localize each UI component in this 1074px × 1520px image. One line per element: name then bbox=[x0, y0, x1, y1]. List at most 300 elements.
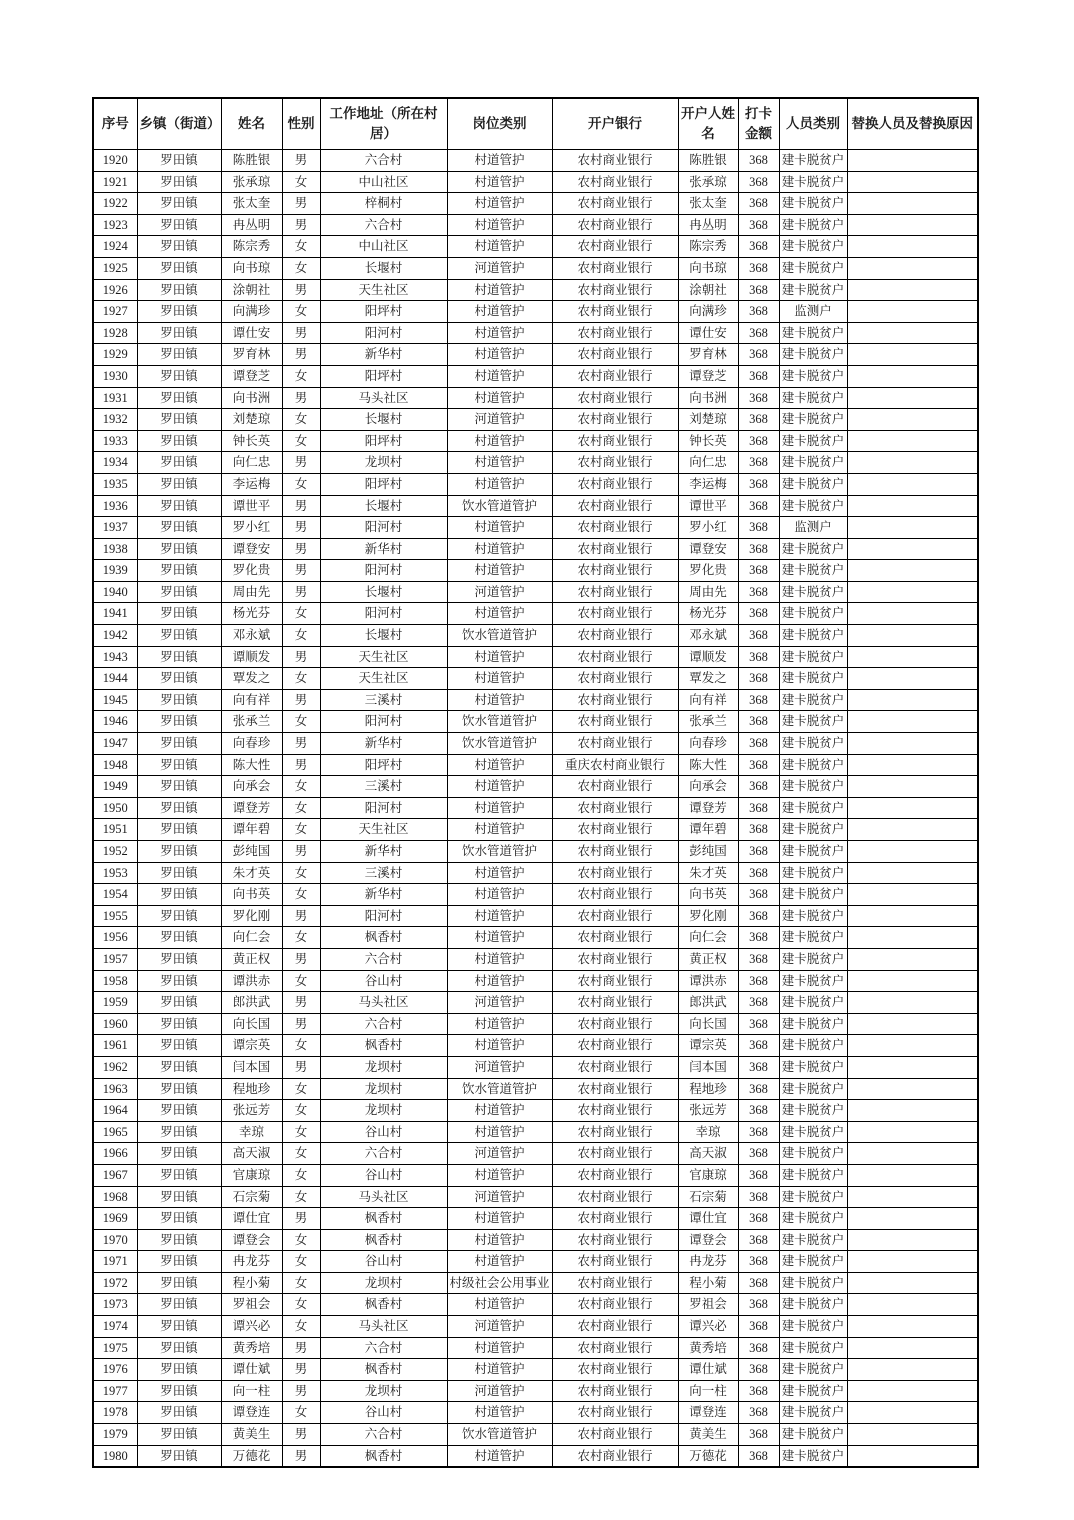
cell-bank: 农村商业银行 bbox=[552, 1294, 678, 1316]
cell-replacement bbox=[847, 776, 978, 798]
cell-name: 向承会 bbox=[221, 776, 282, 798]
cell-post-type: 村道管护 bbox=[447, 301, 552, 323]
cell-village: 龙坝村 bbox=[320, 1380, 447, 1402]
cell-bank: 农村商业银行 bbox=[552, 819, 678, 841]
cell-village: 枫香村 bbox=[320, 1035, 447, 1057]
cell-account-name: 钟长英 bbox=[678, 430, 738, 452]
table-row bbox=[93, 1251, 978, 1273]
cell-account-name: 谭仕安 bbox=[678, 322, 738, 344]
cell-person-category: 建卡脱贫户 bbox=[779, 495, 847, 517]
cell-person-category: 建卡脱贫户 bbox=[779, 1359, 847, 1381]
col-header-name: 姓名 bbox=[221, 98, 282, 150]
cell-person-category: 建卡脱贫户 bbox=[779, 1294, 847, 1316]
cell-amount: 368 bbox=[738, 365, 779, 387]
cell-gender: 男 bbox=[282, 1337, 320, 1359]
cell-gender: 女 bbox=[282, 1143, 320, 1165]
cell-person-category: 建卡脱贫户 bbox=[779, 1013, 847, 1035]
cell-village: 六合村 bbox=[320, 150, 447, 172]
cell-village: 新华村 bbox=[320, 344, 447, 366]
cell-person-category: 建卡脱贫户 bbox=[779, 430, 847, 452]
cell-township: 罗田镇 bbox=[137, 1143, 221, 1165]
cell-person-category: 建卡脱贫户 bbox=[779, 1121, 847, 1143]
cell-gender: 女 bbox=[282, 1316, 320, 1338]
cell-account-name: 高天淑 bbox=[678, 1143, 738, 1165]
cell-bank: 农村商业银行 bbox=[552, 689, 678, 711]
cell-person-category: 建卡脱贫户 bbox=[779, 603, 847, 625]
cell-bank: 农村商业银行 bbox=[552, 214, 678, 236]
cell-account-name: 谭登芝 bbox=[678, 365, 738, 387]
cell-bank: 农村商业银行 bbox=[552, 776, 678, 798]
cell-person-category: 建卡脱贫户 bbox=[779, 171, 847, 193]
cell-replacement bbox=[847, 1056, 978, 1078]
cell-name: 张太奎 bbox=[221, 193, 282, 215]
cell-seq: 1924 bbox=[93, 236, 137, 258]
cell-township: 罗田镇 bbox=[137, 560, 221, 582]
cell-township: 罗田镇 bbox=[137, 171, 221, 193]
cell-village: 谷山村 bbox=[320, 1251, 447, 1273]
cell-seq: 1949 bbox=[93, 776, 137, 798]
cell-name: 罗小红 bbox=[221, 517, 282, 539]
cell-name: 涂朝社 bbox=[221, 279, 282, 301]
cell-township: 罗田镇 bbox=[137, 1445, 221, 1467]
cell-post-type: 村道管护 bbox=[447, 1251, 552, 1273]
cell-replacement bbox=[847, 1121, 978, 1143]
cell-amount: 368 bbox=[738, 1445, 779, 1467]
cell-replacement bbox=[847, 1035, 978, 1057]
table-row bbox=[93, 581, 978, 603]
cell-person-category: 建卡脱贫户 bbox=[779, 754, 847, 776]
cell-bank: 农村商业银行 bbox=[552, 927, 678, 949]
cell-amount: 368 bbox=[738, 862, 779, 884]
cell-replacement bbox=[847, 733, 978, 755]
cell-bank: 农村商业银行 bbox=[552, 279, 678, 301]
cell-village: 龙坝村 bbox=[320, 1078, 447, 1100]
cell-amount: 368 bbox=[738, 776, 779, 798]
cell-township: 罗田镇 bbox=[137, 193, 221, 215]
cell-amount: 368 bbox=[738, 1359, 779, 1381]
cell-replacement bbox=[847, 625, 978, 647]
cell-village: 谷山村 bbox=[320, 1402, 447, 1424]
cell-post-type: 村道管护 bbox=[447, 1035, 552, 1057]
cell-seq: 1950 bbox=[93, 797, 137, 819]
cell-bank: 农村商业银行 bbox=[552, 1402, 678, 1424]
cell-township: 罗田镇 bbox=[137, 1164, 221, 1186]
cell-person-category: 建卡脱贫户 bbox=[779, 1402, 847, 1424]
cell-person-category: 建卡脱贫户 bbox=[779, 992, 847, 1014]
cell-bank: 农村商业银行 bbox=[552, 603, 678, 625]
cell-village: 枫香村 bbox=[320, 1229, 447, 1251]
cell-person-category: 建卡脱贫户 bbox=[779, 322, 847, 344]
cell-post-type: 村级社会公用事业 bbox=[447, 1272, 552, 1294]
cell-replacement bbox=[847, 862, 978, 884]
cell-seq: 1938 bbox=[93, 538, 137, 560]
col-header-account-name: 开户人姓名 bbox=[678, 98, 738, 150]
cell-post-type: 河道管护 bbox=[447, 409, 552, 431]
cell-gender: 女 bbox=[282, 473, 320, 495]
cell-post-type: 村道管护 bbox=[447, 1402, 552, 1424]
cell-bank: 农村商业银行 bbox=[552, 1424, 678, 1446]
cell-replacement bbox=[847, 927, 978, 949]
cell-amount: 368 bbox=[738, 711, 779, 733]
cell-person-category: 建卡脱贫户 bbox=[779, 797, 847, 819]
cell-post-type: 村道管护 bbox=[447, 1359, 552, 1381]
cell-gender: 女 bbox=[282, 1186, 320, 1208]
cell-township: 罗田镇 bbox=[137, 517, 221, 539]
cell-amount: 368 bbox=[738, 733, 779, 755]
header-row bbox=[93, 98, 978, 150]
cell-name: 陈大性 bbox=[221, 754, 282, 776]
cell-name: 向书琼 bbox=[221, 257, 282, 279]
cell-gender: 男 bbox=[282, 387, 320, 409]
cell-person-category: 建卡脱贫户 bbox=[779, 1208, 847, 1230]
cell-name: 张承琼 bbox=[221, 171, 282, 193]
cell-account-name: 向一柱 bbox=[678, 1380, 738, 1402]
cell-bank: 农村商业银行 bbox=[552, 1100, 678, 1122]
cell-gender: 男 bbox=[282, 948, 320, 970]
cell-township: 罗田镇 bbox=[137, 1251, 221, 1273]
cell-gender: 男 bbox=[282, 1445, 320, 1467]
cell-amount: 368 bbox=[738, 927, 779, 949]
table-row bbox=[93, 1402, 978, 1424]
table-row bbox=[93, 841, 978, 863]
cell-name: 陈胜银 bbox=[221, 150, 282, 172]
cell-post-type: 村道管护 bbox=[447, 150, 552, 172]
cell-village: 阳河村 bbox=[320, 711, 447, 733]
table-row bbox=[93, 1121, 978, 1143]
cell-seq: 1969 bbox=[93, 1208, 137, 1230]
cell-post-type: 村道管护 bbox=[447, 603, 552, 625]
table-row bbox=[93, 711, 978, 733]
cell-bank: 农村商业银行 bbox=[552, 733, 678, 755]
cell-name: 冉丛明 bbox=[221, 214, 282, 236]
cell-replacement bbox=[847, 1208, 978, 1230]
cell-bank: 农村商业银行 bbox=[552, 948, 678, 970]
cell-seq: 1976 bbox=[93, 1359, 137, 1381]
cell-amount: 368 bbox=[738, 668, 779, 690]
table-row bbox=[93, 1186, 978, 1208]
cell-name: 谭年碧 bbox=[221, 819, 282, 841]
cell-village: 枫香村 bbox=[320, 927, 447, 949]
cell-township: 罗田镇 bbox=[137, 711, 221, 733]
cell-amount: 368 bbox=[738, 1402, 779, 1424]
table-row bbox=[93, 797, 978, 819]
cell-bank: 农村商业银行 bbox=[552, 625, 678, 647]
cell-account-name: 向仁忠 bbox=[678, 452, 738, 474]
cell-name: 谭仕斌 bbox=[221, 1359, 282, 1381]
cell-person-category: 建卡脱贫户 bbox=[779, 819, 847, 841]
cell-account-name: 谭世平 bbox=[678, 495, 738, 517]
cell-replacement bbox=[847, 1294, 978, 1316]
cell-amount: 368 bbox=[738, 150, 779, 172]
cell-township: 罗田镇 bbox=[137, 1013, 221, 1035]
cell-replacement bbox=[847, 1272, 978, 1294]
cell-amount: 368 bbox=[738, 344, 779, 366]
cell-name: 刘楚琼 bbox=[221, 409, 282, 431]
cell-post-type: 河道管护 bbox=[447, 1316, 552, 1338]
table-row bbox=[93, 1424, 978, 1446]
cell-name: 闫本国 bbox=[221, 1056, 282, 1078]
cell-village: 六合村 bbox=[320, 1337, 447, 1359]
cell-post-type: 村道管护 bbox=[447, 473, 552, 495]
cell-gender: 男 bbox=[282, 1424, 320, 1446]
cell-gender: 女 bbox=[282, 603, 320, 625]
cell-replacement bbox=[847, 495, 978, 517]
cell-township: 罗田镇 bbox=[137, 927, 221, 949]
table-row bbox=[93, 452, 978, 474]
cell-bank: 农村商业银行 bbox=[552, 365, 678, 387]
cell-seq: 1948 bbox=[93, 754, 137, 776]
cell-replacement bbox=[847, 214, 978, 236]
cell-seq: 1939 bbox=[93, 560, 137, 582]
cell-seq: 1970 bbox=[93, 1229, 137, 1251]
cell-village: 天生社区 bbox=[320, 819, 447, 841]
cell-post-type: 河道管护 bbox=[447, 1186, 552, 1208]
cell-account-name: 黄秀培 bbox=[678, 1337, 738, 1359]
cell-amount: 368 bbox=[738, 214, 779, 236]
cell-village: 长堰村 bbox=[320, 495, 447, 517]
cell-township: 罗田镇 bbox=[137, 1035, 221, 1057]
cell-account-name: 谭仕宜 bbox=[678, 1208, 738, 1230]
cell-village: 长堰村 bbox=[320, 625, 447, 647]
cell-account-name: 万德花 bbox=[678, 1445, 738, 1467]
cell-amount: 368 bbox=[738, 1056, 779, 1078]
cell-bank: 重庆农村商业银行 bbox=[552, 754, 678, 776]
cell-township: 罗田镇 bbox=[137, 236, 221, 258]
cell-amount: 368 bbox=[738, 1380, 779, 1402]
cell-seq: 1979 bbox=[93, 1424, 137, 1446]
cell-township: 罗田镇 bbox=[137, 905, 221, 927]
cell-person-category: 建卡脱贫户 bbox=[779, 646, 847, 668]
cell-person-category: 建卡脱贫户 bbox=[779, 1078, 847, 1100]
cell-gender: 男 bbox=[282, 581, 320, 603]
table-row bbox=[93, 884, 978, 906]
cell-village: 阳河村 bbox=[320, 322, 447, 344]
cell-post-type: 村道管护 bbox=[447, 797, 552, 819]
cell-gender: 女 bbox=[282, 301, 320, 323]
cell-seq: 1953 bbox=[93, 862, 137, 884]
cell-account-name: 黄正权 bbox=[678, 948, 738, 970]
table-row bbox=[93, 1208, 978, 1230]
col-header-seq: 序号 bbox=[93, 98, 137, 150]
cell-gender: 女 bbox=[282, 927, 320, 949]
cell-township: 罗田镇 bbox=[137, 452, 221, 474]
cell-name: 冉龙芬 bbox=[221, 1251, 282, 1273]
cell-account-name: 谭宗英 bbox=[678, 1035, 738, 1057]
cell-village: 三溪村 bbox=[320, 689, 447, 711]
cell-name: 谭登安 bbox=[221, 538, 282, 560]
cell-gender: 女 bbox=[282, 711, 320, 733]
cell-bank: 农村商业银行 bbox=[552, 517, 678, 539]
cell-village: 中山社区 bbox=[320, 171, 447, 193]
table-header bbox=[93, 98, 978, 150]
cell-seq: 1945 bbox=[93, 689, 137, 711]
cell-account-name: 彭纯国 bbox=[678, 841, 738, 863]
cell-replacement bbox=[847, 970, 978, 992]
cell-bank: 农村商业银行 bbox=[552, 301, 678, 323]
cell-name: 谭登连 bbox=[221, 1402, 282, 1424]
cell-gender: 女 bbox=[282, 970, 320, 992]
cell-bank: 农村商业银行 bbox=[552, 473, 678, 495]
cell-name: 官康琼 bbox=[221, 1164, 282, 1186]
table-row bbox=[93, 927, 978, 949]
cell-person-category: 建卡脱贫户 bbox=[779, 1186, 847, 1208]
cell-post-type: 村道管护 bbox=[447, 819, 552, 841]
cell-township: 罗田镇 bbox=[137, 301, 221, 323]
cell-bank: 农村商业银行 bbox=[552, 1229, 678, 1251]
table-row bbox=[93, 1013, 978, 1035]
cell-seq: 1936 bbox=[93, 495, 137, 517]
cell-replacement bbox=[847, 279, 978, 301]
cell-post-type: 村道管护 bbox=[447, 1121, 552, 1143]
cell-replacement bbox=[847, 948, 978, 970]
cell-seq: 1975 bbox=[93, 1337, 137, 1359]
cell-township: 罗田镇 bbox=[137, 1208, 221, 1230]
cell-township: 罗田镇 bbox=[137, 733, 221, 755]
table-row bbox=[93, 1272, 978, 1294]
cell-village: 枫香村 bbox=[320, 1359, 447, 1381]
cell-person-category: 建卡脱贫户 bbox=[779, 473, 847, 495]
cell-account-name: 冉丛明 bbox=[678, 214, 738, 236]
cell-account-name: 向承会 bbox=[678, 776, 738, 798]
cell-gender: 女 bbox=[282, 1164, 320, 1186]
cell-name: 邓永斌 bbox=[221, 625, 282, 647]
cell-township: 罗田镇 bbox=[137, 1186, 221, 1208]
cell-village: 新华村 bbox=[320, 841, 447, 863]
cell-village: 天生社区 bbox=[320, 279, 447, 301]
cell-seq: 1947 bbox=[93, 733, 137, 755]
cell-amount: 368 bbox=[738, 1186, 779, 1208]
cell-amount: 368 bbox=[738, 1100, 779, 1122]
cell-post-type: 村道管护 bbox=[447, 884, 552, 906]
cell-township: 罗田镇 bbox=[137, 1229, 221, 1251]
cell-post-type: 村道管护 bbox=[447, 668, 552, 690]
cell-seq: 1943 bbox=[93, 646, 137, 668]
cell-village: 六合村 bbox=[320, 1143, 447, 1165]
cell-post-type: 河道管护 bbox=[447, 992, 552, 1014]
cell-person-category: 建卡脱贫户 bbox=[779, 948, 847, 970]
cell-account-name: 罗小红 bbox=[678, 517, 738, 539]
cell-seq: 1933 bbox=[93, 430, 137, 452]
cell-township: 罗田镇 bbox=[137, 1100, 221, 1122]
table-row bbox=[93, 560, 978, 582]
cell-name: 谭兴必 bbox=[221, 1316, 282, 1338]
cell-post-type: 村道管护 bbox=[447, 430, 552, 452]
cell-post-type: 河道管护 bbox=[447, 581, 552, 603]
cell-replacement bbox=[847, 1078, 978, 1100]
cell-bank: 农村商业银行 bbox=[552, 560, 678, 582]
cell-township: 罗田镇 bbox=[137, 322, 221, 344]
cell-gender: 女 bbox=[282, 1229, 320, 1251]
table-row bbox=[93, 625, 978, 647]
cell-name: 罗祖会 bbox=[221, 1294, 282, 1316]
cell-name: 黄美生 bbox=[221, 1424, 282, 1446]
cell-amount: 368 bbox=[738, 970, 779, 992]
cell-amount: 368 bbox=[738, 948, 779, 970]
cell-post-type: 村道管护 bbox=[447, 689, 552, 711]
cell-amount: 368 bbox=[738, 754, 779, 776]
cell-post-type: 饮水管道管护 bbox=[447, 733, 552, 755]
table-row bbox=[93, 754, 978, 776]
cell-amount: 368 bbox=[738, 538, 779, 560]
cell-village: 龙坝村 bbox=[320, 1100, 447, 1122]
cell-seq: 1972 bbox=[93, 1272, 137, 1294]
cell-village: 龙坝村 bbox=[320, 1272, 447, 1294]
cell-replacement bbox=[847, 1164, 978, 1186]
col-header-person-category: 人员类别 bbox=[779, 98, 847, 150]
col-header-bank: 开户银行 bbox=[552, 98, 678, 150]
cell-bank: 农村商业银行 bbox=[552, 1013, 678, 1035]
cell-amount: 368 bbox=[738, 992, 779, 1014]
cell-village: 谷山村 bbox=[320, 1164, 447, 1186]
cell-bank: 农村商业银行 bbox=[552, 1121, 678, 1143]
cell-account-name: 向春珍 bbox=[678, 733, 738, 755]
cell-gender: 男 bbox=[282, 992, 320, 1014]
cell-seq: 1929 bbox=[93, 344, 137, 366]
cell-amount: 368 bbox=[738, 1272, 779, 1294]
cell-gender: 女 bbox=[282, 862, 320, 884]
cell-account-name: 向书琼 bbox=[678, 257, 738, 279]
cell-post-type: 河道管护 bbox=[447, 1143, 552, 1165]
cell-name: 向春珍 bbox=[221, 733, 282, 755]
cell-post-type: 村道管护 bbox=[447, 236, 552, 258]
cell-village: 马头社区 bbox=[320, 387, 447, 409]
cell-name: 罗化刚 bbox=[221, 905, 282, 927]
cell-township: 罗田镇 bbox=[137, 603, 221, 625]
cell-township: 罗田镇 bbox=[137, 1121, 221, 1143]
cell-post-type: 村道管护 bbox=[447, 560, 552, 582]
table-row bbox=[93, 495, 978, 517]
cell-township: 罗田镇 bbox=[137, 1402, 221, 1424]
cell-amount: 368 bbox=[738, 236, 779, 258]
table-row bbox=[93, 1164, 978, 1186]
cell-replacement bbox=[847, 452, 978, 474]
cell-amount: 368 bbox=[738, 495, 779, 517]
cell-person-category: 建卡脱贫户 bbox=[779, 1229, 847, 1251]
cell-gender: 女 bbox=[282, 625, 320, 647]
cell-replacement bbox=[847, 668, 978, 690]
cell-seq: 1946 bbox=[93, 711, 137, 733]
cell-bank: 农村商业银行 bbox=[552, 1337, 678, 1359]
cell-name: 谭世平 bbox=[221, 495, 282, 517]
table-row bbox=[93, 236, 978, 258]
cell-post-type: 村道管护 bbox=[447, 862, 552, 884]
cell-village: 马头社区 bbox=[320, 1186, 447, 1208]
cell-post-type: 村道管护 bbox=[447, 387, 552, 409]
cell-person-category: 建卡脱贫户 bbox=[779, 970, 847, 992]
cell-post-type: 村道管护 bbox=[447, 1294, 552, 1316]
cell-replacement bbox=[847, 905, 978, 927]
cell-village: 阳河村 bbox=[320, 797, 447, 819]
cell-bank: 农村商业银行 bbox=[552, 1143, 678, 1165]
cell-gender: 男 bbox=[282, 1380, 320, 1402]
cell-replacement bbox=[847, 646, 978, 668]
cell-bank: 农村商业银行 bbox=[552, 322, 678, 344]
cell-person-category: 建卡脱贫户 bbox=[779, 236, 847, 258]
cell-village: 阳坪村 bbox=[320, 365, 447, 387]
cell-post-type: 河道管护 bbox=[447, 1056, 552, 1078]
cell-village: 枫香村 bbox=[320, 1294, 447, 1316]
cell-account-name: 谭年碧 bbox=[678, 819, 738, 841]
cell-post-type: 饮水管道管护 bbox=[447, 1078, 552, 1100]
col-header-gender: 性别 bbox=[282, 98, 320, 150]
cell-amount: 368 bbox=[738, 452, 779, 474]
cell-name: 周由先 bbox=[221, 581, 282, 603]
cell-person-category: 建卡脱贫户 bbox=[779, 1164, 847, 1186]
cell-bank: 农村商业银行 bbox=[552, 538, 678, 560]
cell-person-category: 建卡脱贫户 bbox=[779, 279, 847, 301]
cell-replacement bbox=[847, 171, 978, 193]
cell-bank: 农村商业银行 bbox=[552, 452, 678, 474]
